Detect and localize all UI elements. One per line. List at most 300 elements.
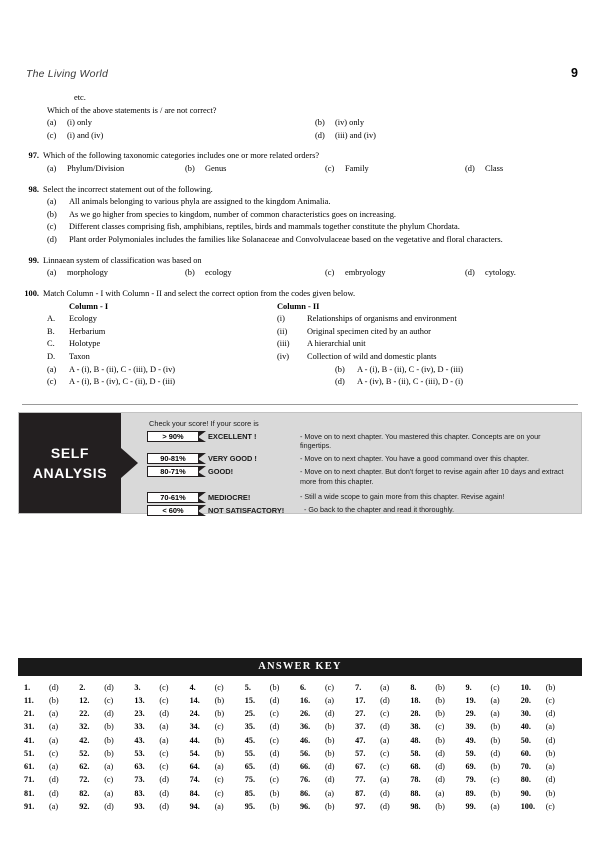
self-analysis-title-line2: ANALYSIS xyxy=(32,465,108,481)
question-heading xyxy=(22,288,578,301)
answer-key-entry xyxy=(134,800,189,813)
answer-key-answer: (d) xyxy=(269,762,280,772)
answer-key-answer: (b) xyxy=(490,735,501,745)
answer-key-answer: (a) xyxy=(324,788,335,798)
option-label: (a) xyxy=(47,118,57,128)
answer-key-question-number: 48. xyxy=(410,735,421,745)
answer-key-question-number: 32. xyxy=(79,722,90,732)
answer-key-question-number: 16. xyxy=(299,695,311,705)
answer-key-entry xyxy=(300,760,355,773)
chapter-title: The Living World xyxy=(26,68,108,80)
answer-key-question-number: 13. xyxy=(134,695,145,705)
option-d[interactable] xyxy=(22,234,578,247)
answer-key-question-number: 20. xyxy=(520,695,531,705)
answer-key-entry xyxy=(79,720,134,733)
question-block-100 xyxy=(22,288,578,389)
answer-key-question-number: 46. xyxy=(299,735,311,745)
answer-key-answer: (b) xyxy=(214,735,225,745)
answer-key-question-number: 42. xyxy=(79,735,90,745)
self-analysis-label xyxy=(19,413,121,513)
answer-key-question-number: 50. xyxy=(520,735,531,745)
answer-key-entry xyxy=(79,800,134,813)
code-option-d[interactable] xyxy=(317,376,578,389)
answer-key-answer: (b) xyxy=(435,709,445,719)
option-text: ecology xyxy=(205,268,232,278)
answer-key-answer: (d) xyxy=(159,775,169,785)
option-c[interactable] xyxy=(47,130,315,143)
match-row xyxy=(22,351,578,364)
answer-key-entry xyxy=(355,720,410,733)
answer-key-entry xyxy=(245,773,300,786)
answer-key-answer: (c) xyxy=(269,735,279,745)
score-band-row xyxy=(147,505,573,516)
option-text: (iii) and (iv) xyxy=(335,130,376,140)
option-text: Genus xyxy=(205,164,227,174)
answer-key-answer: (b) xyxy=(324,722,335,732)
answer-key-answer: (a) xyxy=(159,722,169,732)
code-option-c[interactable] xyxy=(47,376,317,389)
option-c[interactable] xyxy=(325,267,465,280)
answer-key-answer: (a) xyxy=(380,682,390,692)
option-a[interactable] xyxy=(47,117,315,130)
score-range-badge: < 60% xyxy=(147,505,199,516)
check-score-text: Check your score! If your score is xyxy=(149,419,259,428)
question-number: 99. xyxy=(28,255,39,265)
answer-key-answer: (c) xyxy=(545,802,555,812)
option-text: (i) only xyxy=(67,118,92,128)
match-roman: (iv) xyxy=(277,351,290,361)
answer-key-entry xyxy=(190,760,245,773)
match-roman: (i) xyxy=(277,314,285,324)
question-stem: Match Column - I with Column - II and select the correct option from the codes given below. xyxy=(43,288,356,298)
match-key: D. xyxy=(47,351,56,361)
answer-key-row xyxy=(24,734,576,747)
answer-key-entry xyxy=(521,720,576,733)
answer-key-entry xyxy=(410,760,465,773)
arrow-right-icon xyxy=(121,448,138,478)
answer-key-question-number: 69. xyxy=(465,762,476,772)
answer-key-question-number: 66. xyxy=(299,762,311,772)
answer-key-entry xyxy=(245,681,300,694)
answer-key-answer: (a) xyxy=(49,709,59,719)
answer-key-entry xyxy=(521,747,576,760)
answer-key-answer: (c) xyxy=(49,748,59,758)
option-label: (b) xyxy=(47,209,57,219)
answer-key-question-number: 88. xyxy=(410,788,421,798)
answer-key-question-number: 51. xyxy=(24,748,35,758)
answer-key-answer: (b) xyxy=(545,748,556,758)
answer-key-answer: (d) xyxy=(104,802,114,812)
question-stem: Linnaean system of classification was based on xyxy=(43,255,202,265)
option-a[interactable] xyxy=(47,163,185,176)
code-option-b[interactable] xyxy=(317,364,578,377)
answer-key-answer: (b) xyxy=(104,748,114,758)
answer-key-question-number: 43. xyxy=(134,735,145,745)
answer-key-question-number: 10. xyxy=(520,682,531,692)
answer-key-row xyxy=(24,800,576,813)
answer-key-entry xyxy=(466,720,521,733)
option-a[interactable] xyxy=(22,196,578,209)
answer-key-answer: (b) xyxy=(545,788,556,798)
answer-key-entry xyxy=(300,787,355,800)
answer-key-entry xyxy=(466,694,521,707)
option-text: morphology xyxy=(67,268,108,278)
answer-key-entry xyxy=(24,720,79,733)
answer-key-answer: (c) xyxy=(214,682,224,692)
answer-key-answer: (d) xyxy=(159,788,169,798)
answer-key-answer: (d) xyxy=(435,762,445,772)
answer-key-entry xyxy=(79,760,134,773)
answer-key-entry xyxy=(521,681,576,694)
option-c[interactable] xyxy=(325,163,465,176)
score-range-badge: 80-71% xyxy=(147,466,199,477)
answer-key-question-number: 41. xyxy=(24,735,35,745)
column1-header: Column - I xyxy=(69,301,109,311)
answer-key-question-number: 95. xyxy=(244,802,255,812)
answer-key-question-number: 52. xyxy=(79,748,90,758)
answer-key-answer: (d) xyxy=(545,709,556,719)
answer-key-answer: (d) xyxy=(104,682,114,692)
score-band-row xyxy=(147,431,573,451)
answer-key-question-number: 89. xyxy=(465,788,476,798)
answer-key-title: ANSWER KEY xyxy=(18,658,582,676)
answer-key-question-number: 83. xyxy=(134,788,145,798)
score-band-row xyxy=(147,466,573,486)
answer-key-entry xyxy=(190,681,245,694)
answer-key-answer: (b) xyxy=(269,802,280,812)
answer-key-entry xyxy=(245,747,300,760)
answer-key-row xyxy=(24,720,576,733)
score-band-row xyxy=(147,453,573,464)
answer-key-question-number: 65. xyxy=(244,762,255,772)
answer-key-answer: (b) xyxy=(490,722,501,732)
answer-key-entry xyxy=(466,773,521,786)
option-row xyxy=(22,267,578,280)
answer-key-answer: (b) xyxy=(269,788,280,798)
answer-key-answer: (a) xyxy=(545,722,555,732)
answer-key-answer: (b) xyxy=(435,735,445,745)
option-text: Different classes comprising fish, amphibians, reptiles, birds and mammals together constitute the phylum Chordata. xyxy=(69,222,460,232)
option-label: (a) xyxy=(47,164,57,174)
answer-key-entry xyxy=(134,787,189,800)
answer-key-answer: (a) xyxy=(324,695,335,705)
code-option-row xyxy=(22,364,578,377)
score-grade-label: EXCELLENT ! xyxy=(208,432,257,441)
option-d[interactable] xyxy=(315,130,578,143)
answer-key-row xyxy=(24,747,576,760)
answer-key-entry xyxy=(79,773,134,786)
answer-key-question-number: 8. xyxy=(410,682,417,692)
option-text: (i) and (iv) xyxy=(67,130,104,140)
answer-key-question-number: 12. xyxy=(79,695,90,705)
answer-key-answer: (d) xyxy=(545,775,556,785)
question-stem: Which of the following taxonomic categories includes one or more related orders? xyxy=(43,151,320,161)
answer-key-question-number: 31. xyxy=(24,722,35,732)
answer-key-question-number: 98. xyxy=(410,802,421,812)
answer-key-question-number: 45. xyxy=(244,735,255,745)
option-label: (d) xyxy=(335,377,345,387)
answer-key-entry xyxy=(190,694,245,707)
page-number: 9 xyxy=(571,66,578,80)
answer-key-answer: (b) xyxy=(269,682,280,692)
option-row xyxy=(22,130,578,143)
option-a[interactable] xyxy=(47,267,185,280)
running-head xyxy=(26,66,578,80)
answer-key-entry xyxy=(134,694,189,707)
answer-key-answer: (d) xyxy=(49,788,59,798)
answer-key-answer: (c) xyxy=(269,709,279,719)
answer-key-question-number: 37. xyxy=(355,722,366,732)
answer-key-entry xyxy=(300,747,355,760)
answer-key-answer: (b) xyxy=(324,735,335,745)
answer-key-entry xyxy=(190,773,245,786)
answer-key-answer: (b) xyxy=(214,748,225,758)
option-text: Plant order Polymoniales includes the families like Solanaceae and Convolvulaceae based on the vegetative and floral characters. xyxy=(69,235,503,245)
option-b[interactable] xyxy=(315,117,578,130)
answer-key-question-number: 15. xyxy=(244,695,255,705)
answer-key-entry xyxy=(355,773,410,786)
answer-key-answer: (c) xyxy=(159,695,169,705)
score-advice-text: - Still a wide scope to gain more from this chapter. Revise again! xyxy=(300,492,505,502)
answer-key-answer: (a) xyxy=(49,762,59,772)
answer-key-entry xyxy=(300,681,355,694)
option-b[interactable] xyxy=(185,267,325,280)
answer-key-question-number: 35. xyxy=(244,722,255,732)
answer-key-question-number: 70. xyxy=(520,762,531,772)
answer-key-question-number: 27. xyxy=(355,709,366,719)
answer-key-question-number: 36. xyxy=(299,722,311,732)
answer-key-answer: (d) xyxy=(380,788,390,798)
score-band-row xyxy=(147,492,573,503)
answer-key-section xyxy=(18,658,582,821)
answer-key-question-number: 7. xyxy=(355,682,362,692)
answer-key-answer: (c) xyxy=(380,762,390,772)
answer-key-question-number: 73. xyxy=(134,775,145,785)
code-option-a[interactable] xyxy=(47,364,317,377)
answer-key-answer: (b) xyxy=(49,695,59,705)
answer-key-entry xyxy=(410,720,465,733)
answer-key-entry xyxy=(355,760,410,773)
answer-key-entry xyxy=(410,800,465,813)
answer-key-question-number: 26. xyxy=(299,709,311,719)
answer-key-answer: (d) xyxy=(380,722,390,732)
answer-key-answer: (b) xyxy=(104,735,114,745)
answer-key-entry xyxy=(466,760,521,773)
option-label: (c) xyxy=(47,222,57,232)
answer-key-entry xyxy=(355,707,410,720)
answer-key-question-number: 87. xyxy=(355,788,366,798)
answer-key-answer: (b) xyxy=(545,682,556,692)
answer-key-answer: (b) xyxy=(324,748,335,758)
answer-key-entry xyxy=(134,747,189,760)
answer-key-question-number: 82. xyxy=(79,788,90,798)
answer-key-entry xyxy=(410,773,465,786)
answer-key-question-number: 97. xyxy=(355,802,366,812)
option-label: (d) xyxy=(465,268,475,278)
answer-key-entry xyxy=(134,760,189,773)
match-row xyxy=(22,313,578,326)
answer-key-answer: (c) xyxy=(324,682,335,692)
answer-key-answer: (c) xyxy=(545,695,555,705)
answer-key-answer: (a) xyxy=(380,775,390,785)
answer-key-answer: (d) xyxy=(269,695,280,705)
answer-key-question-number: 28. xyxy=(410,709,421,719)
answer-key-answer: (a) xyxy=(49,722,59,732)
score-advice-text: - Move on to next chapter. You have a good command over this chapter. xyxy=(300,453,529,463)
question-block-99 xyxy=(22,255,578,280)
answer-key-question-number: 49. xyxy=(465,735,476,745)
question-block-96-tail xyxy=(22,92,578,142)
option-row xyxy=(22,163,578,176)
answer-key-answer: (a) xyxy=(490,709,500,719)
score-grade-label: MEDIOCRE! xyxy=(208,492,251,502)
answer-key-question-number: 17. xyxy=(355,695,366,705)
answer-key-question-number: 86. xyxy=(299,788,311,798)
option-b[interactable] xyxy=(185,163,325,176)
answer-key-answer: (c) xyxy=(159,762,169,772)
option-text: cytology. xyxy=(485,268,516,278)
option-label: (a) xyxy=(47,197,57,207)
option-text: A - (iv), B - (ii), C - (iii), D - (i) xyxy=(357,377,464,387)
answer-key-answer: (d) xyxy=(435,748,445,758)
answer-key-question-number: 33. xyxy=(134,722,145,732)
answer-key-entry xyxy=(300,734,355,747)
option-d[interactable] xyxy=(465,267,578,280)
answer-key-question-number: 93. xyxy=(134,802,145,812)
question-number: 97. xyxy=(28,151,39,161)
option-b[interactable] xyxy=(22,209,578,222)
match-columns-header xyxy=(22,301,578,314)
answer-key-entry xyxy=(521,734,576,747)
option-c[interactable] xyxy=(22,221,578,234)
answer-key-question-number: 67. xyxy=(355,762,366,772)
answer-key-entry xyxy=(24,800,79,813)
column2-header: Column - II xyxy=(277,301,320,311)
match-key: B. xyxy=(47,326,55,336)
answer-key-entry xyxy=(79,681,134,694)
answer-key-entry xyxy=(410,787,465,800)
answer-key-question-number: 1. xyxy=(24,682,31,692)
answer-key-entry xyxy=(134,681,189,694)
score-range-badge: 90-81% xyxy=(147,453,199,464)
answer-key-entry xyxy=(521,800,576,813)
option-label: (a) xyxy=(47,268,57,278)
answer-key-answer: (d) xyxy=(435,775,445,785)
answer-key-entry xyxy=(300,773,355,786)
answer-key-question-number: 19. xyxy=(465,695,476,705)
answer-key-answer: (b) xyxy=(324,802,335,812)
answer-key-entry xyxy=(190,734,245,747)
answer-key-answer: (d) xyxy=(324,709,335,719)
self-analysis-panel xyxy=(18,412,582,514)
answer-key-question-number: 81. xyxy=(24,788,35,798)
option-d[interactable] xyxy=(465,163,578,176)
answer-key-answer: (a) xyxy=(545,762,555,772)
self-analysis-title-line1: SELF xyxy=(50,444,90,461)
answer-key-entry xyxy=(355,734,410,747)
answer-key-entry xyxy=(79,747,134,760)
answer-key-question-number: 23. xyxy=(134,709,145,719)
answer-key-question-number: 96. xyxy=(299,802,311,812)
option-label: (c) xyxy=(325,164,335,174)
answer-key-entry xyxy=(190,720,245,733)
answer-key-question-number: 3. xyxy=(134,682,141,692)
option-label: (b) xyxy=(185,268,195,278)
answer-key-question-number: 2. xyxy=(79,682,86,692)
question-stem: Which of the above statements is / are not correct? xyxy=(47,105,217,115)
option-text: Family xyxy=(345,164,369,174)
spacer xyxy=(47,301,69,314)
option-text: (iv) only xyxy=(335,118,365,128)
answer-key-grid xyxy=(18,676,582,822)
answer-key-entry xyxy=(190,707,245,720)
answer-key-question-number: 76. xyxy=(299,775,311,785)
option-label: (b) xyxy=(335,364,345,374)
answer-key-entry xyxy=(466,747,521,760)
answer-key-question-number: 21. xyxy=(24,709,35,719)
answer-key-entry xyxy=(24,694,79,707)
answer-key-row xyxy=(24,787,576,800)
answer-key-entry xyxy=(245,787,300,800)
answer-key-answer: (c) xyxy=(490,775,500,785)
answer-key-answer: (a) xyxy=(49,802,59,812)
answer-key-question-number: 55. xyxy=(244,748,255,758)
answer-key-answer: (a) xyxy=(214,802,224,812)
answer-key-entry xyxy=(466,787,521,800)
answer-key-question-number: 56. xyxy=(299,748,311,758)
answer-key-entry xyxy=(190,747,245,760)
answer-key-entry xyxy=(355,787,410,800)
option-label: (c) xyxy=(325,268,335,278)
self-analysis-content xyxy=(121,413,581,513)
answer-key-answer: (a) xyxy=(380,735,390,745)
answer-key-entry xyxy=(24,734,79,747)
answer-key-entry xyxy=(521,773,576,786)
answer-key-answer: (c) xyxy=(435,722,445,732)
option-label: (a) xyxy=(47,364,57,374)
answer-key-question-number: 39. xyxy=(465,722,476,732)
option-text: A - (i), B - (ii), C - (iii), D - (iv) xyxy=(69,364,176,374)
answer-key-question-number: 6. xyxy=(299,682,307,692)
answer-key-answer: (d) xyxy=(159,802,169,812)
answer-key-answer: (d) xyxy=(269,748,280,758)
answer-key-question-number: 11. xyxy=(24,695,34,705)
question-number: 100. xyxy=(24,288,39,298)
answer-key-question-number: 64. xyxy=(189,762,200,772)
answer-key-answer: (b) xyxy=(435,695,445,705)
score-advice-text: - Move on to next chapter. But don't forget to revise again after 10 days and extract more from this chapter. xyxy=(300,466,564,486)
answer-key-entry xyxy=(79,787,134,800)
answer-key-answer: (c) xyxy=(214,722,224,732)
answer-key-question-number: 59. xyxy=(465,748,476,758)
answer-key-question-number: 29. xyxy=(465,709,476,719)
answer-key-question-number: 72. xyxy=(79,775,90,785)
answer-key-answer: (c) xyxy=(214,788,224,798)
match-row xyxy=(22,326,578,339)
question-block-97 xyxy=(22,150,578,175)
match-item: Herbarium xyxy=(69,326,106,336)
answer-key-entry xyxy=(355,800,410,813)
answer-key-question-number: 4. xyxy=(189,682,196,692)
answer-key-entry xyxy=(355,747,410,760)
score-range-badge: 70-61% xyxy=(147,492,199,503)
answer-key-question-number: 75. xyxy=(244,775,255,785)
answer-key-question-number: 22. xyxy=(79,709,90,719)
match-item: Holotype xyxy=(69,339,101,349)
answer-key-question-number: 14. xyxy=(189,695,200,705)
option-label: (c) xyxy=(47,130,57,140)
answer-key-entry xyxy=(300,707,355,720)
